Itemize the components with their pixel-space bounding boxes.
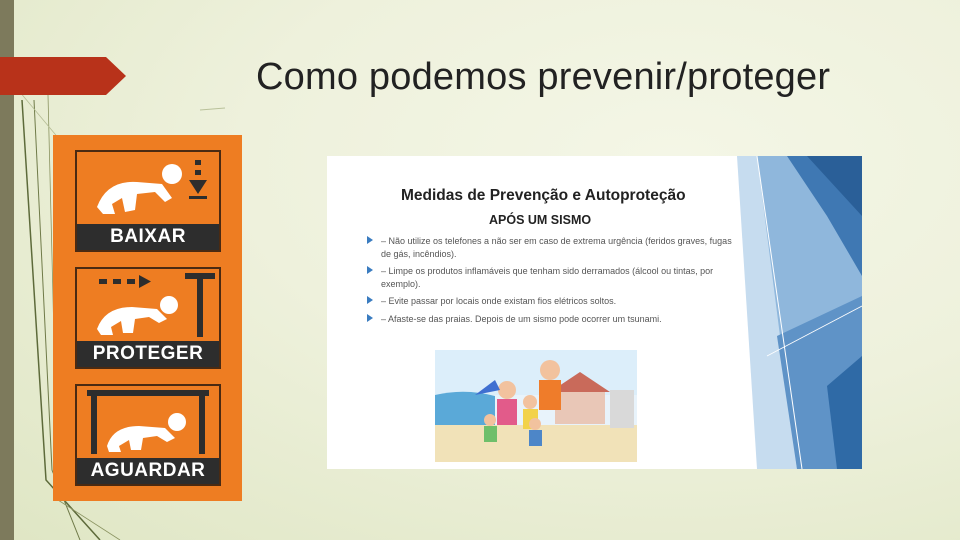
list-item: – Evite passar por locais onde existam fios elétricos soltos.: [367, 295, 737, 308]
sign-label: AGUARDAR: [77, 458, 219, 484]
slide-title: Como podemos prevenir/proteger: [256, 56, 831, 98]
hold-on-icon: [77, 386, 219, 458]
take-cover-icon: [77, 269, 219, 341]
bullet-arrow-icon: [367, 236, 373, 244]
sign-aguardar: [75, 384, 221, 486]
prevention-document-image: [327, 156, 862, 469]
bullet-arrow-icon: [367, 266, 373, 274]
sign-baixar: [75, 150, 221, 252]
crouch-down-icon: [77, 152, 219, 224]
document-title: Medidas de Prevenção e Autoproteção: [401, 187, 686, 204]
bullet-arrow-icon: [367, 296, 373, 304]
list-item: – Limpe os produtos inflamáveis que tenham sido derramados (álcool ou tintas, por exemplo).: [367, 265, 737, 290]
list-item: – Afaste-se das praias. Depois de um sismo pode ocorrer um tsunami.: [367, 313, 737, 326]
tsunami-evacuation-cartoon: [435, 350, 637, 462]
sign-label: BAIXAR: [77, 224, 219, 250]
document-list: [367, 235, 737, 330]
title-arrow-tab: [0, 57, 126, 95]
safety-signs-panel: [53, 135, 242, 501]
list-item: – Não utilize os telefones a não ser em caso de extrema urgência (feridos graves, fugas de gás, incêndios).: [367, 235, 737, 260]
sign-label: PROTEGER: [77, 341, 219, 367]
sign-proteger: [75, 267, 221, 369]
document-subtitle: APÓS UM SISMO: [489, 213, 592, 227]
bullet-arrow-icon: [367, 314, 373, 322]
